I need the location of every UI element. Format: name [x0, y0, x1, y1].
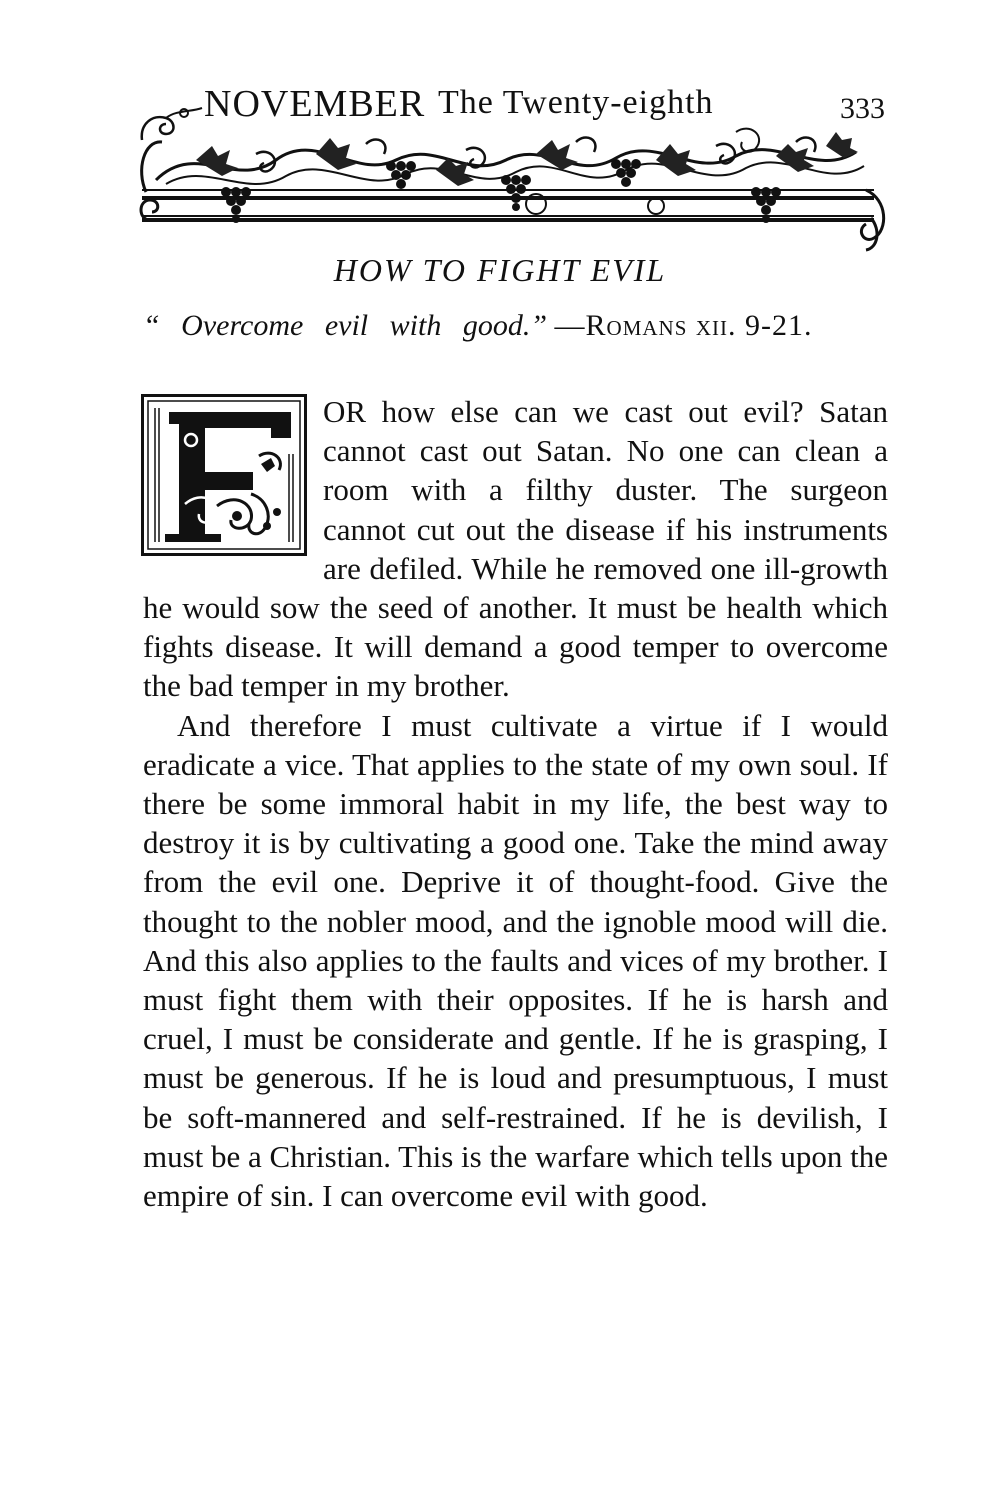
page-number: 333 [840, 92, 885, 125]
paragraph-2: And therefore I must cultivate a virtue if I would eradicate a vice. That applies to the state of my own soul. If there be some immoral habit in my life, the best way to destroy it is by cultivating a good one. Take the mind away from the evil one. Deprive it of thought-food. Give the thought to the nobler mood, and the ignoble mood will die. And this also applies to the faults and vices of my brother. I must fight them with their opposites. If he is harsh and cruel, I must be considerate and gentle. If he is grasping, I must be generous. If he is loud and presumptuous, I must be soft-mannered and self-restrained. If he is devilish, I must be a Christian. This is the warfare which tells upon the empire of sin. I can overcome evil with good. [143, 707, 888, 1214]
epigraph-reference: —Romans xii. 9-21. [554, 309, 813, 342]
header-month: NOVEMBER [204, 83, 426, 125]
epigraph [143, 306, 888, 346]
article-title: HOW TO FIGHT EVIL [333, 252, 667, 288]
vine-banner-ornament [136, 120, 886, 255]
drop-cap-ornament [141, 394, 307, 556]
paragraph-1 [143, 392, 888, 706]
epigraph-quote: “ Overcome evil with good.” [143, 309, 548, 342]
header-day: The Twenty-eighth [438, 84, 714, 121]
article-body [143, 392, 888, 1215]
paragraph-1-text: OR how else can we cast out evil? Satan cannot cast out Satan. No one can clean a room with a filthy duster. The surgeon cannot cut out the disease if his instruments are defiled. While he removed one ill-growth he would sow the seed of another. It must be health which fights disease. It will demand a good temper to overcome the bad temper in my brother. [143, 394, 888, 704]
